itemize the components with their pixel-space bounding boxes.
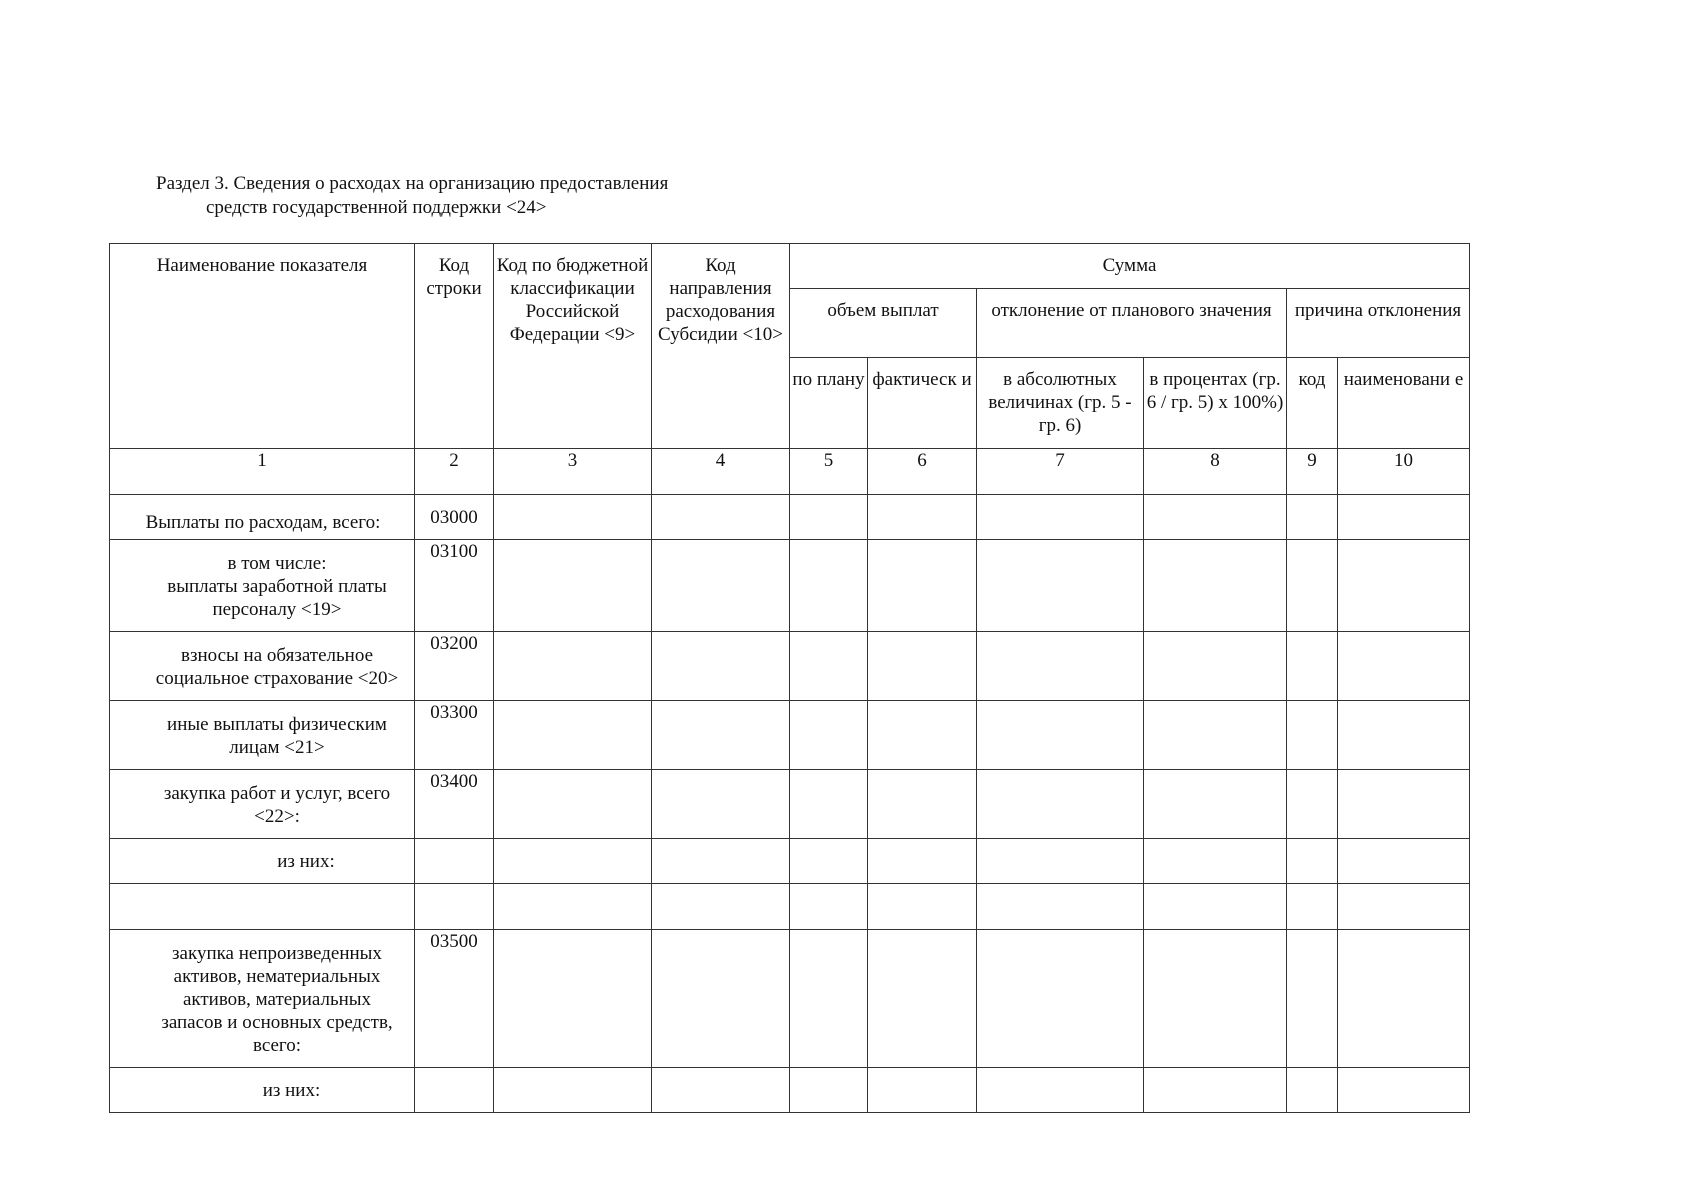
row-name: в том числе: выплаты заработной платы персоналу <19>: [110, 540, 415, 632]
cell-reason-code[interactable]: [1287, 770, 1338, 839]
row-code: 03000: [415, 495, 494, 540]
header-budget-code: Код по бюджетной классификации Российской Федерации <9>: [494, 244, 652, 449]
column-number: 7: [977, 449, 1144, 495]
header-payments: объем выплат: [790, 289, 977, 358]
cell-budget-code[interactable]: [494, 770, 652, 839]
column-number: 4: [652, 449, 790, 495]
cell-absolute[interactable]: [977, 930, 1144, 1068]
row-name: закупка работ и услуг, всего <22>:: [110, 770, 415, 839]
cell-actual[interactable]: [868, 701, 977, 770]
header-sum: Сумма: [790, 244, 1470, 289]
row-code[interactable]: [415, 884, 494, 930]
cell-absolute[interactable]: [977, 701, 1144, 770]
row-name: из них:: [110, 839, 415, 884]
cell-reason-code[interactable]: [1287, 495, 1338, 540]
column-number: 2: [415, 449, 494, 495]
row-name[interactable]: [110, 884, 415, 930]
column-number: 6: [868, 449, 977, 495]
row-name: иные выплаты физическим лицам <21>: [110, 701, 415, 770]
cell-direction-code[interactable]: [652, 770, 790, 839]
row-code: 03200: [415, 632, 494, 701]
cell-reason-code[interactable]: [1287, 701, 1338, 770]
table-row: [110, 884, 1470, 930]
row-code: 03400: [415, 770, 494, 839]
cell-actual[interactable]: [868, 930, 977, 1068]
cell-reason-code[interactable]: [1287, 930, 1338, 1068]
table-row: [110, 701, 1470, 770]
row-code: [415, 839, 494, 884]
cell-plan[interactable]: [790, 540, 868, 632]
column-number: 8: [1144, 449, 1287, 495]
cell-reason-code[interactable]: [1287, 884, 1338, 930]
cell-plan[interactable]: [790, 701, 868, 770]
cell-plan[interactable]: [790, 770, 868, 839]
table-row: [110, 632, 1470, 701]
header-absolute: в абсолютных величинах (гр. 5 - гр. 6): [977, 358, 1144, 449]
header-direction-code: Код направления расходования Субсидии <10>: [652, 244, 790, 449]
header-actual: фактическ и: [868, 358, 977, 449]
cell-reason-name[interactable]: [1338, 770, 1470, 839]
row-code: [415, 1068, 494, 1113]
row-code: 03500: [415, 930, 494, 1068]
header-percent: в процентах (гр. 6 / гр. 5) х 100%): [1144, 358, 1287, 449]
cell-percent[interactable]: [1144, 540, 1287, 632]
header-reason: причина отклонения: [1287, 289, 1470, 358]
cell-absolute[interactable]: [977, 495, 1144, 540]
cell-direction-code[interactable]: [652, 495, 790, 540]
cell-percent[interactable]: [1144, 1068, 1287, 1113]
cell-absolute[interactable]: [977, 1068, 1144, 1113]
cell-direction-code[interactable]: [652, 540, 790, 632]
cell-reason-name[interactable]: [1338, 632, 1470, 701]
cell-reason-name[interactable]: [1338, 884, 1470, 930]
cell-direction-code[interactable]: [652, 930, 790, 1068]
cell-budget-code[interactable]: [494, 1068, 652, 1113]
cell-absolute[interactable]: [977, 632, 1144, 701]
cell-direction-code[interactable]: [652, 839, 790, 884]
header-plan: по плану: [790, 358, 868, 449]
header-code: код: [1287, 358, 1338, 449]
cell-plan[interactable]: [790, 495, 868, 540]
column-number: 5: [790, 449, 868, 495]
cell-percent[interactable]: [1144, 930, 1287, 1068]
cell-reason-name[interactable]: [1338, 930, 1470, 1068]
cell-percent[interactable]: [1144, 632, 1287, 701]
cell-absolute[interactable]: [977, 540, 1144, 632]
cell-absolute[interactable]: [977, 770, 1144, 839]
cell-budget-code[interactable]: [494, 884, 652, 930]
cell-actual[interactable]: [868, 632, 977, 701]
cell-budget-code[interactable]: [494, 632, 652, 701]
table-row: [110, 540, 1470, 632]
cell-reason-code[interactable]: [1287, 632, 1338, 701]
cell-plan[interactable]: [790, 839, 868, 884]
cell-actual[interactable]: [868, 540, 977, 632]
cell-plan[interactable]: [790, 884, 868, 930]
header-name: Наименование показателя: [110, 244, 415, 449]
table-row: [110, 495, 1470, 540]
cell-percent[interactable]: [1144, 884, 1287, 930]
cell-reason-name[interactable]: [1338, 839, 1470, 884]
cell-direction-code[interactable]: [652, 884, 790, 930]
row-code: 03100: [415, 540, 494, 632]
header-reason-name: наименовани е: [1338, 358, 1470, 449]
cell-budget-code[interactable]: [494, 540, 652, 632]
column-number: 3: [494, 449, 652, 495]
cell-actual[interactable]: [868, 1068, 977, 1113]
header-row-code: Код строки: [415, 244, 494, 449]
section-title-line-1: Раздел 3. Сведения о расходах на организацию предоставления: [156, 173, 669, 194]
cell-direction-code[interactable]: [652, 632, 790, 701]
cell-reason-name[interactable]: [1338, 1068, 1470, 1113]
row-name: взносы на обязательное социальное страхование <20>: [110, 632, 415, 701]
expenses-table: [109, 243, 1470, 1113]
cell-budget-code[interactable]: [494, 495, 652, 540]
cell-absolute[interactable]: [977, 839, 1144, 884]
header-deviation: отклонение от планового значения: [977, 289, 1287, 358]
cell-reason-name[interactable]: [1338, 540, 1470, 632]
column-number: 1: [110, 449, 415, 495]
cell-reason-code[interactable]: [1287, 839, 1338, 884]
cell-actual[interactable]: [868, 495, 977, 540]
cell-absolute[interactable]: [977, 884, 1144, 930]
cell-budget-code[interactable]: [494, 701, 652, 770]
cell-actual[interactable]: [868, 770, 977, 839]
table-row: [110, 1068, 1470, 1113]
row-name: закупка непроизведенных активов, нематериальных активов, материальных запасов и основных средств, всего:: [110, 930, 415, 1068]
row-name: Выплаты по расходам, всего:: [110, 495, 415, 540]
cell-actual[interactable]: [868, 839, 977, 884]
cell-reason-name[interactable]: [1338, 701, 1470, 770]
section-title-line-2: средств государственной поддержки <24>: [206, 197, 547, 218]
row-name: из них:: [110, 1068, 415, 1113]
cell-plan[interactable]: [790, 930, 868, 1068]
cell-budget-code[interactable]: [494, 930, 652, 1068]
table-row: [110, 770, 1470, 839]
cell-reason-code[interactable]: [1287, 1068, 1338, 1113]
cell-reason-code[interactable]: [1287, 540, 1338, 632]
table-row: [110, 839, 1470, 884]
cell-percent[interactable]: [1144, 839, 1287, 884]
cell-budget-code[interactable]: [494, 839, 652, 884]
column-number: 9: [1287, 449, 1338, 495]
cell-actual[interactable]: [868, 884, 977, 930]
cell-percent[interactable]: [1144, 495, 1287, 540]
cell-plan[interactable]: [790, 632, 868, 701]
cell-direction-code[interactable]: [652, 701, 790, 770]
row-code: 03300: [415, 701, 494, 770]
cell-plan[interactable]: [790, 1068, 868, 1113]
cell-direction-code[interactable]: [652, 1068, 790, 1113]
table-row: [110, 930, 1470, 1068]
cell-reason-name[interactable]: [1338, 495, 1470, 540]
cell-percent[interactable]: [1144, 770, 1287, 839]
column-number: 10: [1338, 449, 1470, 495]
section-title: [156, 172, 668, 220]
cell-percent[interactable]: [1144, 701, 1287, 770]
